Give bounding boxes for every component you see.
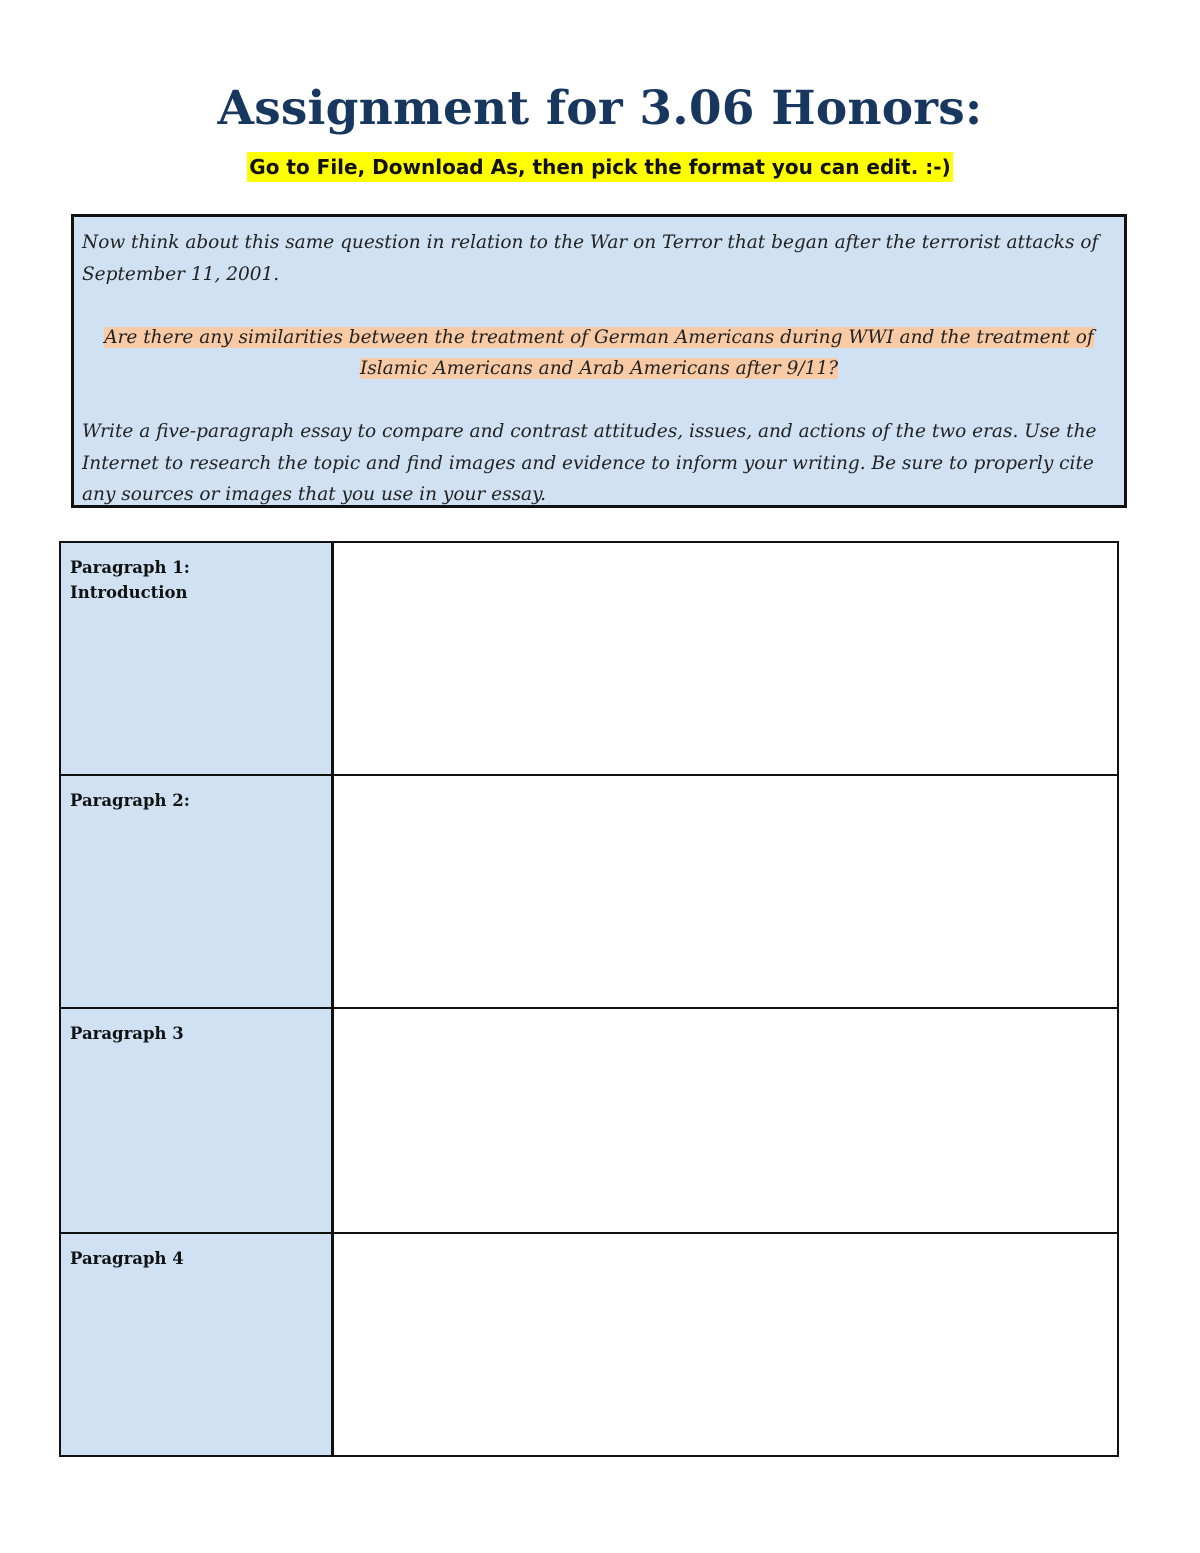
paragraph-3-label-text: Paragraph 3 <box>70 1024 184 1043</box>
essay-outline-table <box>59 541 1119 1457</box>
paragraph-2-label <box>61 776 334 1009</box>
paragraph-1-label-text: Paragraph 1: <box>70 558 190 577</box>
page-title: Assignment for 3.06 Honors: <box>217 81 983 136</box>
paragraph-4-answer-cell[interactable] <box>334 1234 1117 1455</box>
prompt-question <box>82 322 1116 385</box>
download-instruction: Go to File, Download As, then pick the format you can edit. :-) <box>247 152 952 182</box>
prompt-question-line-1: Are there any similarities between the treatment of German Americans during WWI and the treatment of <box>104 326 1094 348</box>
spacer <box>82 385 1116 417</box>
prompt-question-line-2: Islamic Americans and Arab Americans after 9/11? <box>359 358 839 379</box>
subtitle-container <box>0 152 1200 182</box>
paragraph-4-label-text: Paragraph 4 <box>70 1249 184 1268</box>
paragraph-1-answer-cell[interactable] <box>334 543 1117 776</box>
paragraph-4-label <box>61 1234 334 1455</box>
paragraph-2-answer-cell[interactable] <box>334 776 1117 1009</box>
spacer <box>82 290 1116 322</box>
paragraph-2-label-text: Paragraph 2: <box>70 791 190 810</box>
paragraph-1-label <box>61 543 334 776</box>
paragraph-1-label-subtext: Introduction <box>70 583 188 602</box>
paragraph-3-answer-cell[interactable] <box>334 1009 1117 1234</box>
prompt-intro: Now think about this same question in relation to the War on Terror that began after the terrorist attacks of September 11, 2001. <box>82 232 1099 285</box>
paragraph-3-label <box>61 1009 334 1234</box>
prompt-instructions: Write a five-paragraph essay to compare and contrast attitudes, issues, and actions of the two eras. Use the Internet to research the topic and find images and evidence to inform your writing. Be sure to properly cite any sources or images that you use in your essay. <box>82 421 1097 505</box>
prompt-box <box>71 214 1127 508</box>
